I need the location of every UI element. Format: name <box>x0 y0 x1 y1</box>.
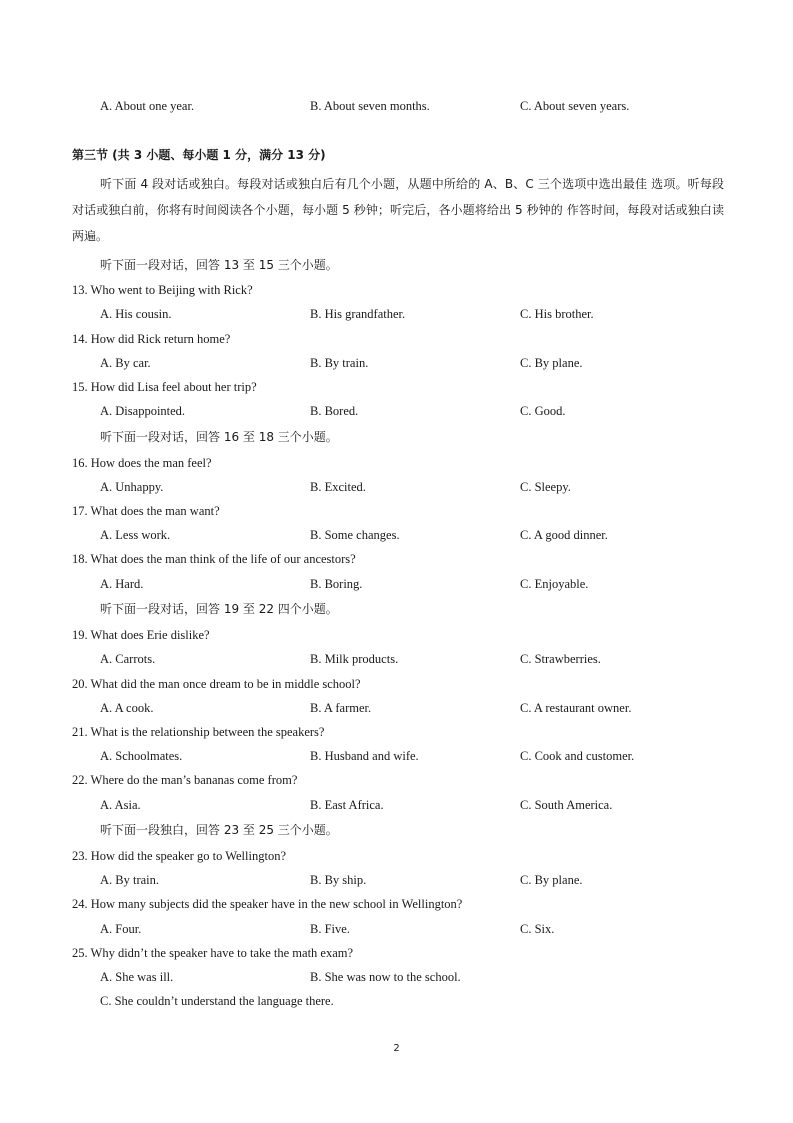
option-b: B. Some changes. <box>310 528 400 542</box>
question-20: 20. What did the man once dream to be in middle school? <box>72 677 361 691</box>
option-b: B. About seven months. <box>310 99 430 113</box>
option-c: C. A good dinner. <box>520 528 608 542</box>
options-18 <box>100 576 700 592</box>
options-15 <box>100 403 700 419</box>
options-13 <box>100 306 700 322</box>
question-17: 17. What does the man want? <box>72 504 220 518</box>
options-20 <box>100 700 700 716</box>
option-c: C. South America. <box>520 798 613 812</box>
option-c: C. By plane. <box>520 356 583 370</box>
options-23 <box>100 872 700 888</box>
option-c: C. His brother. <box>520 307 594 321</box>
option-b: B. Bored. <box>310 404 359 418</box>
group-intro: 听下面一段对话，回答 13 至 15 三个小题。 <box>100 258 338 272</box>
option-c: C. Cook and customer. <box>520 749 635 763</box>
group-intro: 听下面一段对话，回答 16 至 18 三个小题。 <box>100 430 338 444</box>
option-c: C. Enjoyable. <box>520 577 589 591</box>
option-c: C. About seven years. <box>520 99 630 113</box>
options-17 <box>100 527 700 543</box>
option-a: A. Hard. <box>100 577 144 591</box>
option-b: B. She was now to the school. <box>310 970 461 984</box>
options-16 <box>100 479 700 495</box>
option-b: B. Husband and wife. <box>310 749 419 763</box>
option-c: C. Six. <box>520 922 555 936</box>
group-intro: 听下面一段独白，回答 23 至 25 三个小题。 <box>100 823 338 837</box>
question-24: 24. How many subjects did the speaker have in the new school in Wellington? <box>72 897 463 911</box>
option-a: A. By train. <box>100 873 160 887</box>
option-a: A. Carrots. <box>100 652 156 666</box>
option-a: A. Unhappy. <box>100 480 164 494</box>
option-c: C. A restaurant owner. <box>520 701 632 715</box>
options-21 <box>100 748 700 764</box>
option-b: B. His grandfather. <box>310 307 406 321</box>
question-21: 21. What is the relationship between the speakers? <box>72 725 325 739</box>
options-25 <box>100 969 700 985</box>
question-14: 14. How did Rick return home? <box>72 332 231 346</box>
question-22: 22. Where do the man’s bananas come from? <box>72 773 298 787</box>
options-14 <box>100 355 700 371</box>
option-c: C. Sleepy. <box>520 480 571 494</box>
option-a: A. Schoolmates. <box>100 749 183 763</box>
option-b: B. Five. <box>310 922 350 936</box>
option-c: C. Strawberries. <box>520 652 601 666</box>
option-a: A. About one year. <box>100 99 195 113</box>
option-a: A. His cousin. <box>100 307 172 321</box>
option-b: B. A farmer. <box>310 701 372 715</box>
option-a: A. Asia. <box>100 798 141 812</box>
question-13: 13. Who went to Beijing with Rick? <box>72 283 253 297</box>
option-a: A. Less work. <box>100 528 171 542</box>
option-a: A. By car. <box>100 356 151 370</box>
option-a: A. She was ill. <box>100 970 174 984</box>
options-19 <box>100 651 700 667</box>
option-c: C. Good. <box>520 404 566 418</box>
options-24 <box>100 921 700 937</box>
question-18: 18. What does the man think of the life of our ancestors? <box>72 552 356 566</box>
question-25: 25. Why didn’t the speaker have to take the math exam? <box>72 946 354 960</box>
option-a: A. A cook. <box>100 701 154 715</box>
question-15: 15. How did Lisa feel about her trip? <box>72 380 257 394</box>
section-instructions: 听下面 4 段对话或独白。每段对话或独白后有几个小题，从题中所给的 A、B、C 三个选项中选出最佳 选项。听每段对话或独白前，你将有时间阅读各个小题，每小题 5 秒钟；听完后，各小题将给出 5 秒钟的 作答时间，每段对话或独白读两遍。 <box>72 177 724 243</box>
option-b: B. Boring. <box>310 577 363 591</box>
option-a: A. Disappointed. <box>100 404 186 418</box>
option-c: C. She couldn’t understand the language there. <box>100 994 334 1008</box>
section-title: 第三节 (共 3 小题、每小题 1 分，满分 13 分) <box>72 148 326 162</box>
option-b: B. Milk products. <box>310 652 399 666</box>
option-a: A. Four. <box>100 922 142 936</box>
prev-question-options <box>100 98 700 114</box>
question-23: 23. How did the speaker go to Wellington? <box>72 849 287 863</box>
option-c: C. By plane. <box>520 873 583 887</box>
option-b: B. East Africa. <box>310 798 384 812</box>
option-b: B. By ship. <box>310 873 367 887</box>
page-number: 2 <box>393 1043 400 1054</box>
question-16: 16. How does the man feel? <box>72 456 212 470</box>
option-b: B. Excited. <box>310 480 366 494</box>
options-22 <box>100 797 700 813</box>
option-b: B. By train. <box>310 356 369 370</box>
question-19: 19. What does Erie dislike? <box>72 628 210 642</box>
group-intro: 听下面一段对话，回答 19 至 22 四个小题。 <box>100 602 338 616</box>
